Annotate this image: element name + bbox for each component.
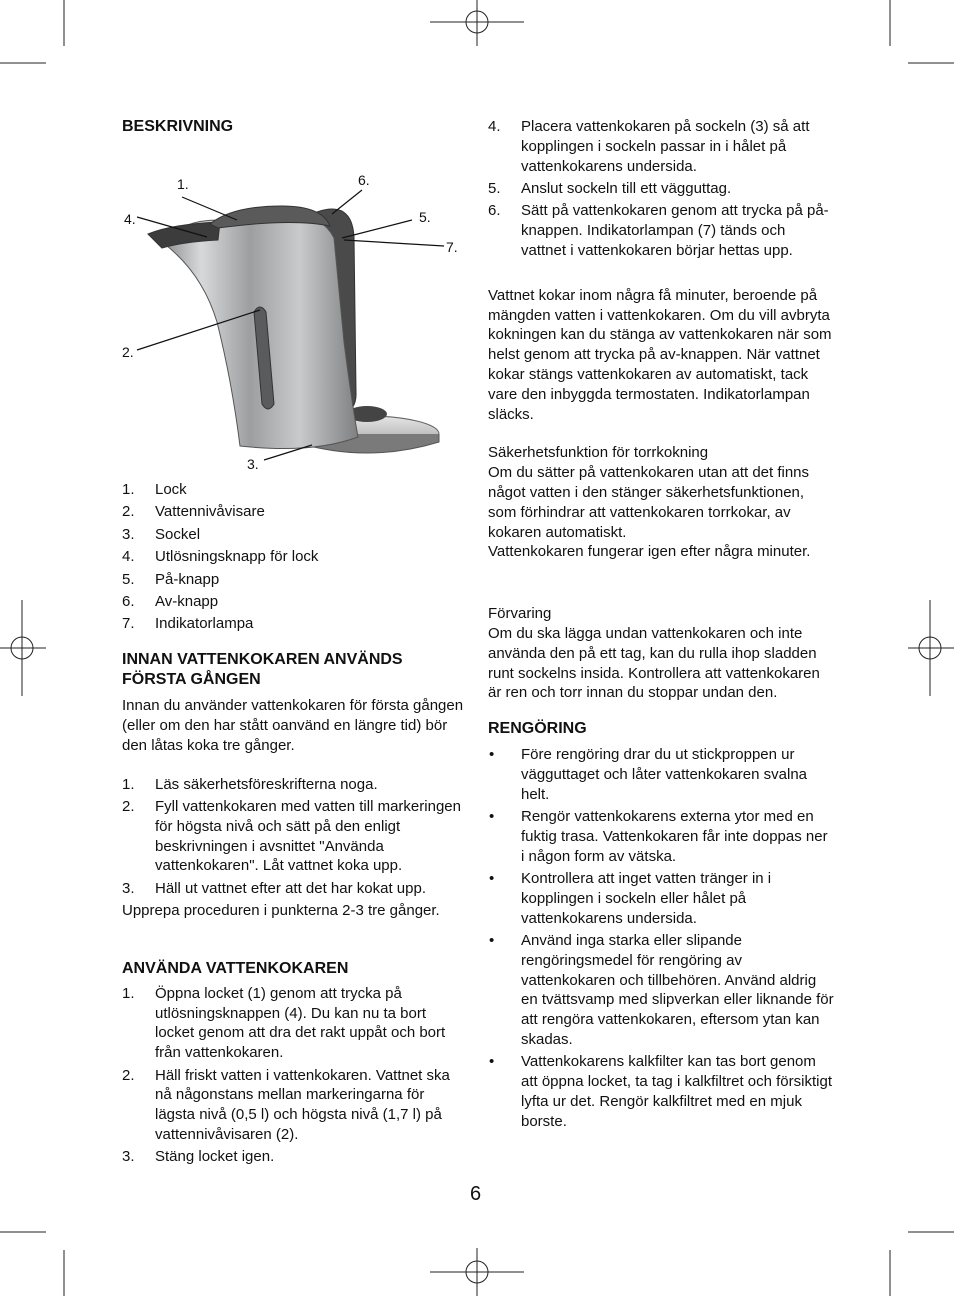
list-item: • Rengör vattenkokarens externa ytor med en fuktig trasa. Vattenkokaren får inte doppas ner i någon form av vätska. — [489, 808, 828, 865]
first-use-steps — [122, 775, 467, 899]
list-item: 3. Sockel — [122, 525, 201, 543]
kettle-figure — [122, 142, 467, 476]
list-item: • Kontrollera att inget vatten tränger in i kopplingen i sockeln eller hålet på vattenkokarens undersida. — [489, 870, 772, 927]
boil-paragraph: Vattnet kokar inom några få minuter, beroende på mängden vatten i vattenkokaren. Om du vill avbryta kokningen kan du stänga av vattenkokaren när som helst genom att trycka på av-knappen. När vattnet kokar stängs vattenkokaren av automatiskt, tack vare den inbyggda termostaten. Indikatorlampan släcks. — [488, 286, 832, 423]
callout-7: 7. — [446, 239, 458, 255]
callout-6: 6. — [358, 172, 370, 188]
using-steps-continued — [488, 117, 834, 261]
list-item: 3. Stäng locket igen. — [122, 1148, 275, 1166]
list-item: 2. Fyll vattenkokaren med vatten till markeringen för högsta nivå och sätt på den enligt beskrivningen i avsnittet "Använda vattenkokaren". Låt vattnet koka upp. — [122, 797, 461, 875]
list-item: 5. Anslut sockeln till ett vägguttag. — [488, 179, 732, 197]
section-heading-beskrivning: BESKRIVNING — [122, 118, 234, 135]
list-item: • Före rengöring drar du ut stickproppen ur vägguttaget och låter vattenkokaren svalna helt. — [489, 746, 808, 803]
list-item: 5. På-knapp — [122, 570, 220, 588]
storage-heading: Förvaring — [488, 605, 552, 623]
list-item: 6. Sätt på vattenkokaren genom att trycka på på-knappen. Indikatorlampan (7) tänds och vattnet i vattenkokaren börjar hettas upp. — [488, 202, 829, 259]
page-number: 6 — [470, 1183, 482, 1205]
list-item: 1. Lock — [122, 481, 187, 498]
list-item: 2. Vattennivåvisare — [122, 503, 265, 521]
using-steps — [122, 984, 467, 1167]
callout-3: 3. — [247, 456, 259, 472]
callout-4: 4. — [124, 211, 136, 227]
list-item: 2. Häll friskt vatten i vattenkokaren. Vattnet ska nå någonstans mellan markeringarna för lägsta nivå (0,5 l) och högsta nivå (1,7 l) på vattennivåvisaren (2). — [122, 1066, 450, 1144]
list-item: 4. Utlösningsknapp för lock — [122, 548, 319, 566]
section-heading-cleaning: RENGÖRING — [488, 720, 587, 738]
kettle-illustration — [122, 142, 467, 476]
callout-1: 1. — [177, 176, 189, 192]
callout-2: 2. — [122, 344, 134, 360]
list-item: • Vattenkokarens kalkfilter kan tas bort genom att öppna locket, ta tag i kalkfiltret och försiktigt lyfta ur det. Rengör kalkfiltret med en mjuk borste. — [489, 1053, 832, 1130]
storage-paragraph: Om du ska lägga undan vattenkokaren och inte använda den på ett tag, kan du rulla ihop sladden runt sockelns insida. Kontrollera att vattenkokaren är ren och torr innan du stoppar undan den. — [488, 624, 820, 702]
section-heading-first-use: INNAN VATTENKOKAREN ANVÄNDS FÖRSTA GÅNGEN — [122, 651, 403, 689]
callout-5: 5. — [419, 209, 431, 225]
section-heading-using: ANVÄNDA VATTENKOKAREN — [122, 959, 349, 977]
dry-boil-heading: Säkerhetsfunktion för torrkokning — [488, 444, 709, 462]
first-use-repeat: Upprepa proceduren i punkterna 2-3 tre gånger. — [122, 902, 440, 920]
list-item: 7. Indikatorlampa — [122, 615, 254, 633]
list-item: 1. Läs säkerhetsföreskrifterna noga. — [122, 775, 378, 793]
list-item: 3. Häll ut vattnet efter att det har kokat upp. — [122, 879, 426, 897]
list-item: 1. Öppna locket (1) genom att trycka på utlösningsknappen (4). Du kan nu ta bort locket genom att dra det rakt uppåt och bort från vattenkokaren. — [122, 984, 446, 1062]
dry-boil-paragraph-2: Vattenkokaren fungerar igen efter några minuter. — [488, 543, 811, 561]
first-use-intro: Innan du använder vattenkokaren för första gången (eller om den har stått oanvänd en längre tid) bör den låtas koka tre gånger. — [122, 697, 464, 754]
list-item: 4. Placera vattenkokaren på sockeln (3) så att kopplingen i sockeln passar in i hålet på vattenkokarens undersida. — [488, 118, 810, 175]
list-item: 6. Av-knapp — [122, 592, 219, 610]
cleaning-list — [488, 745, 834, 1132]
left-column — [122, 117, 467, 1170]
dry-boil-paragraph: Om du sätter på vattenkokaren utan att det finns något vatten i den stänger säkerhetsfunktionen, som förhindrar att vattenkokaren torrkokar, av kokaren automatiskt. — [488, 464, 810, 541]
list-item: • Använd inga starka eller slipande rengöringsmedel för rengöring av vattenkokaren och tillbehören. Använd aldrig en tvättsvamp med slipverkan eller liknande för att rengöra vattenkokaren, eftersom ytan kan skadas. — [489, 932, 834, 1049]
parts-list — [122, 480, 467, 634]
right-column — [488, 117, 834, 1134]
